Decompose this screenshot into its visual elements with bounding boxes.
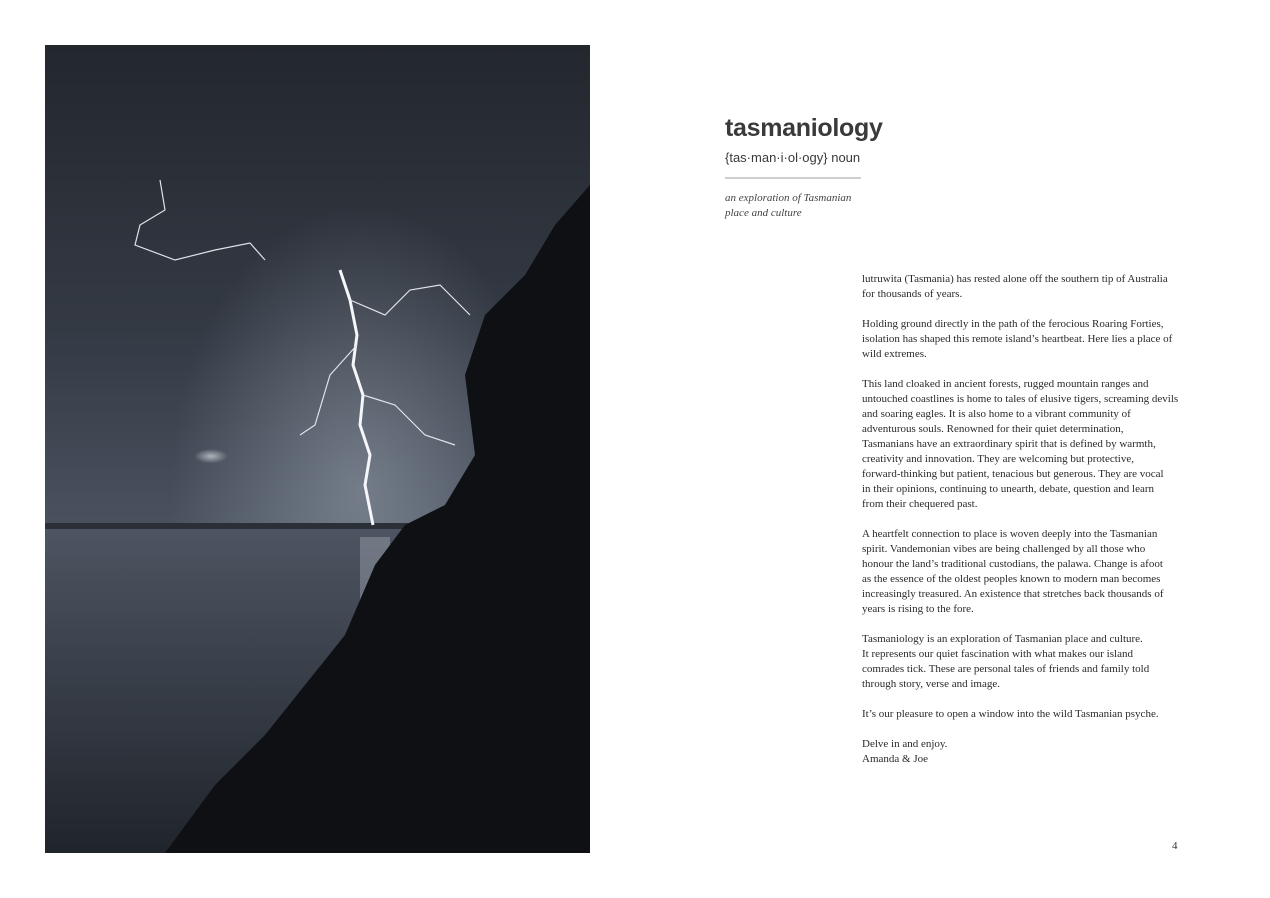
page-title: tasmaniology (725, 114, 883, 142)
paragraph: It’s our pleasure to open a window into the wild Tasmanian psyche. (862, 708, 1159, 720)
title-block (725, 112, 925, 221)
signoff: Delve in and enjoy. Amanda & Joe (862, 738, 948, 765)
page-number: 4 (1172, 840, 1178, 852)
paragraph: lutruwita (Tasmania) has rested alone off the southern tip of Australia for thousands of years. (862, 273, 1168, 300)
lightning-photo-image (45, 45, 590, 853)
paragraph: A heartfelt connection to place is woven deeply into the Tasmanian spirit. Vandemonian vibes are being challenged by all those who honour the land’s traditional custodians, the palawa. Change is afoot as the essence of the oldest peoples known to modern man becomes increasingly treasured. An existence that stretches back thousands of years is rising to the fore. (862, 528, 1164, 615)
paragraph: This land cloaked in ancient forests, rugged mountain ranges and untouched coastlines is home to tales of elusive tigers, screaming devils and soaring eagles. It is also home to a vibrant community of adventurous souls. Renowned for their quiet determination, Tasmanians have an extraordinary spirit that is defined by warmth, creativity and innovation. They are welcoming but protective, forward-thinking but patient, tenacious but generous. They are vocal in their opinions, continuing to unearth, debate, question and learn from their chequered past. (862, 378, 1179, 510)
lightning-photo (45, 45, 590, 853)
paragraph: Holding ground directly in the path of the ferocious Roaring Forties, isolation has shaped this remote island’s heartbeat. Here lies a place of wild extremes. (862, 318, 1173, 360)
pronunciation: {tas·man·i·ol·ogy} noun (725, 150, 861, 165)
tagline: an exploration of Tasmanian place and culture (725, 192, 852, 219)
body-text (862, 272, 1187, 782)
divider (725, 177, 861, 179)
paragraph: Tasmaniology is an exploration of Tasmanian place and culture. It represents our quiet fascination with what makes our island comrades tick. These are personal tales of friends and family told through story, verse and image. (862, 633, 1150, 690)
